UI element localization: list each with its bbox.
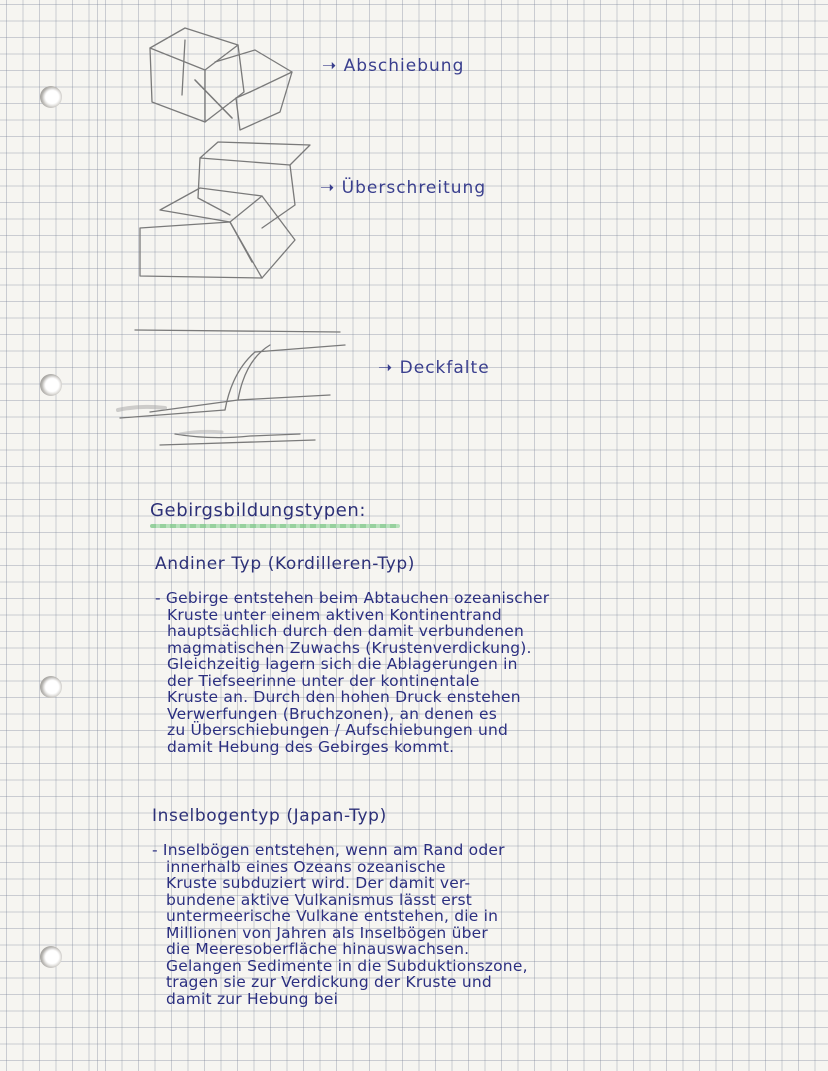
label-ueberschreitung-text: Überschreitung [341,178,487,198]
label-deckfalte-text: Deckfalte [399,358,490,378]
heading-highlight [150,524,400,528]
inselbogen-line: die Meeresoberfläche hinauswachsen. [166,940,470,958]
label-abschiebung-text: Abschiebung [343,56,465,76]
inselbogen-title: Inselbogentyp (Japan-Typ) [152,806,387,826]
punch-hole [40,946,62,968]
abschiebung-sketch [150,28,292,130]
inselbogen-paragraph [152,842,528,1007]
andiner-line: hauptsächlich durch den damit verbundenen [167,622,525,640]
arrow-right-icon: ➝ [320,178,336,198]
arrow-right-icon: ➝ [378,358,394,378]
inselbogen-line: Millionen von Jahren als Inselbögen über [166,923,488,942]
inselbogen-line: Gelangen Sedimente in die Subduktionszone, [166,956,528,975]
andiner-line: Verwerfungen (Bruchzonen), an denen es [167,704,497,723]
section-heading: Gebirgsbildungstypen: [150,500,367,521]
andiner-line: Gleichzeitig lagern sich die Ablagerungen in [167,655,518,673]
andiner-line: magmatischen Zuwachs (Krustenverdickung). [167,638,532,657]
andiner-line: zu Überschiebungen / Aufschiebungen und [167,721,509,739]
ueberschreitung-sketch [140,142,310,278]
andiner-line: Kruste an. Durch den hohen Druck enstehen [167,688,521,706]
inselbogen-line: bundene aktive Vulkanismus lässt erst [166,890,473,909]
andiner-line: - Gebirge entstehen beim Abtauchen ozeanischer [155,589,550,607]
andiner-title: Andiner Typ (Kordilleren-Typ) [155,554,416,574]
arrow-right-icon: ➝ [322,56,338,76]
inselbogen-line: untermeerische Vulkane entstehen, die in [166,907,499,925]
inselbogen-line: Kruste subduziert wird. Der damit ver- [166,874,471,892]
andiner-line: damit Hebung des Gebirges kommt. [167,737,455,756]
inselbogen-line: innerhalb eines Ozeans ozeanische [166,857,446,876]
label-deckfalte [378,358,490,378]
andiner-line: Kruste unter einem aktiven Kontinentrand [167,605,502,624]
inselbogen-line: damit zur Hebung bei [166,989,339,1008]
punch-hole [40,676,62,698]
inselbogen-line: tragen sie zur Verdickung der Kruste und [166,973,492,991]
deckfalte-sketch [120,330,345,445]
andiner-paragraph [155,590,549,755]
inselbogen-line: - Inselbögen entstehen, wenn am Rand oder [152,841,505,859]
andiner-line: der Tiefseerinne unter der kontinentale [167,671,480,690]
label-ueberschreitung [320,178,486,198]
label-abschiebung [322,56,464,76]
